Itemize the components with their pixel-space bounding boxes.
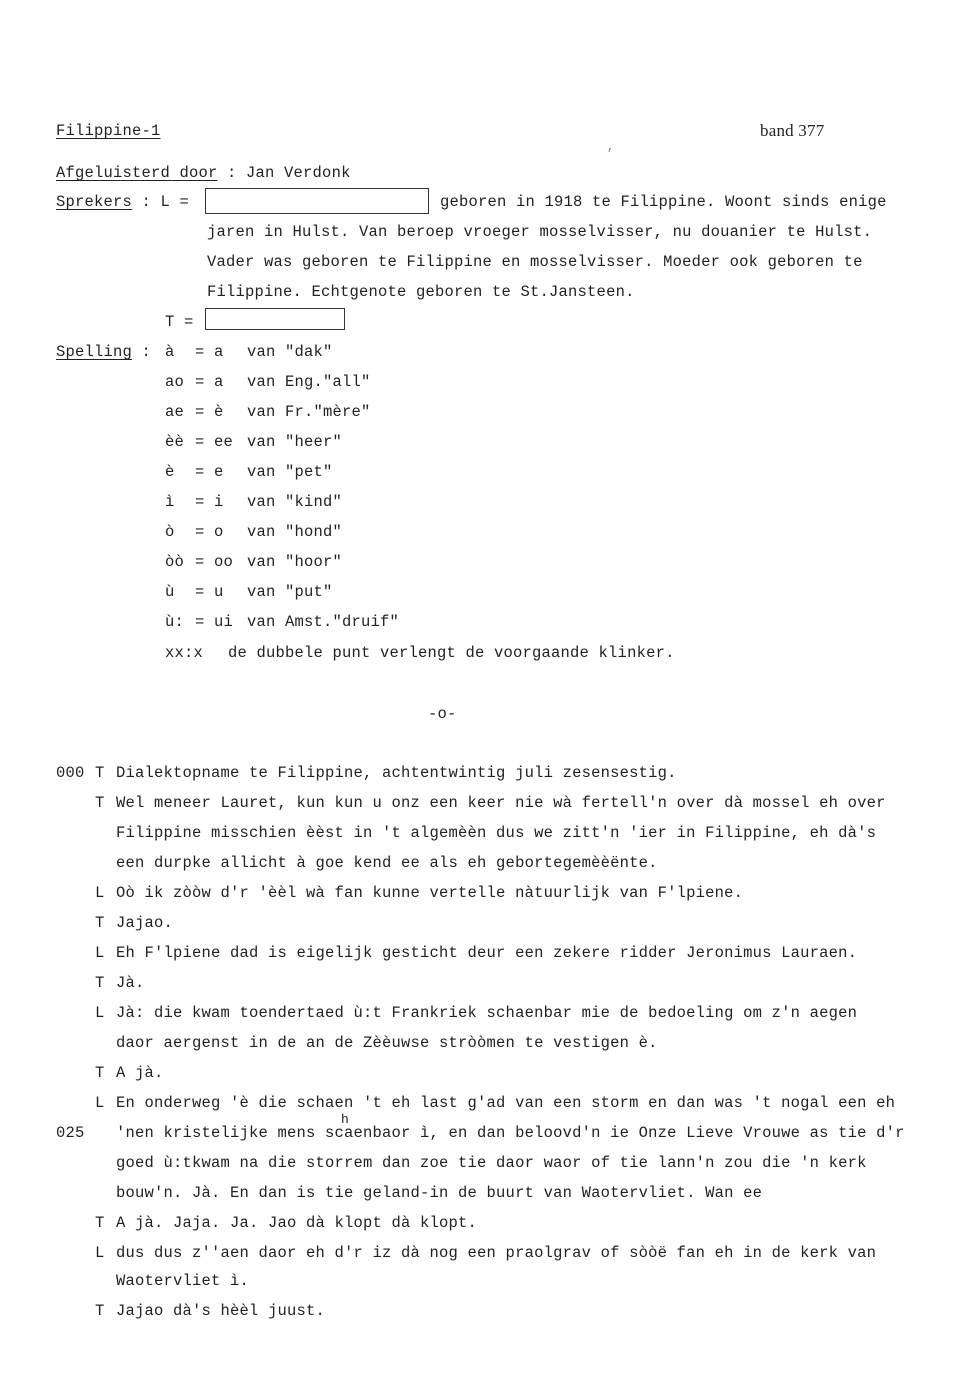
utterance-text: dus dus z''aen daor eh d'r iz dà nog een praolgrav of sòòë fan eh in de kerk van bbox=[116, 1244, 877, 1262]
utterance-text: Jà: die kwam toendertaed ù:t Frankriek schaenbar mie de bedoeling om z'n aegen bbox=[116, 1004, 858, 1022]
speaker-l-line: jaren in Hulst. Van beroep vroeger mosselvisser, nu douanier te Hulst. bbox=[207, 223, 873, 241]
speaker-code: L bbox=[95, 1004, 105, 1022]
utterance-text: A jà. Jaja. Ja. Jao dà klopt dà klopt. bbox=[116, 1214, 478, 1232]
speaker-code: T bbox=[95, 794, 105, 812]
spelling-equivalent: = oo bbox=[195, 553, 234, 571]
spelling-symbol: òò bbox=[165, 553, 185, 571]
speaker-code: T bbox=[95, 1302, 105, 1320]
spelling-example: van "pet" bbox=[247, 463, 333, 481]
tape-counter-000: 000 bbox=[56, 764, 85, 782]
scan-speck: , bbox=[607, 140, 615, 154]
speaker-code: L bbox=[95, 944, 105, 962]
spelling-equivalent: = o bbox=[195, 523, 224, 541]
utterance-text: een durpke allicht à goe kend ee als eh gebortegemèèënte. bbox=[116, 854, 658, 872]
utterance-text: daor aergenst in de an de Zèèuwse stròòmen te vestigen è. bbox=[116, 1034, 658, 1052]
utterance-text: A jà. bbox=[116, 1064, 164, 1082]
spelling-symbol: à bbox=[165, 343, 175, 361]
speaker-code: T bbox=[95, 764, 105, 782]
utterance-text: Jajao dà's hèèl juust. bbox=[116, 1302, 326, 1320]
utterance-text: Oò ik zòòw d'r 'èèl wà fan kunne vertelle nàtuurlijk van F'lpiene. bbox=[116, 884, 744, 902]
handwritten-insert: h bbox=[341, 1112, 350, 1127]
speaker-l-line-1: geboren in 1918 te Filippine. Woont sinds enige bbox=[440, 193, 887, 211]
document-title: Filippine-1 bbox=[56, 122, 161, 140]
spelling-equivalent: = ui bbox=[195, 613, 234, 631]
utterance-text: Filippine misschien èèst in 't algemèèn dus we zitt'n 'ier in Filippine, eh dà's bbox=[116, 824, 877, 842]
utterance-text: Jajao. bbox=[116, 914, 174, 932]
speaker-l-line: Vader was geboren te Filippine en mosselvisser. Moeder ook geboren te bbox=[207, 253, 863, 271]
spelling-equivalent: = a bbox=[195, 373, 224, 391]
speaker-l-line: Filippine. Echtgenote geboren te St.Jansteen. bbox=[207, 283, 635, 301]
tape-counter-025: 025 bbox=[56, 1124, 85, 1142]
speaker-code: L bbox=[95, 1244, 105, 1262]
spelling-symbol: ù: bbox=[165, 613, 185, 631]
spelling-symbol: ae bbox=[165, 403, 185, 421]
speaker-code: L bbox=[95, 1094, 105, 1112]
utterance-text: Dialektopname te Filippine, achtentwintig juli zesensestig. bbox=[116, 764, 677, 782]
section-separator: -o- bbox=[428, 705, 457, 723]
spelling-example: van "hoor" bbox=[247, 553, 343, 571]
spelling-symbol: è bbox=[165, 463, 175, 481]
speakers-row bbox=[56, 192, 189, 212]
spelling-label-row bbox=[56, 342, 151, 362]
utterance-text: Jà. bbox=[116, 974, 145, 992]
utterance-text: Eh F'lpiene dad is eigelijk gesticht deur een zekere ridder Jeronimus Lauraen. bbox=[116, 944, 858, 962]
redacted-name-box-t bbox=[205, 308, 345, 330]
speakers-label: Sprekers bbox=[56, 193, 133, 211]
spelling-equivalent: = a bbox=[195, 343, 224, 361]
spelling-example: van "hond" bbox=[247, 523, 343, 541]
spelling-example: van "heer" bbox=[247, 433, 343, 451]
speaker-t-prefix: T = bbox=[165, 313, 194, 331]
speaker-code: T bbox=[95, 1214, 105, 1232]
spelling-equivalent: = ee bbox=[195, 433, 234, 451]
spelling-note-text: de dubbele punt verlengt de voorgaande klinker. bbox=[228, 644, 675, 662]
utterance-text: goed ù:tkwam na die storrem dan zoe tie daor waor of tie lann'n zou die 'n kerk bbox=[116, 1154, 867, 1172]
spelling-example: van "put" bbox=[247, 583, 333, 601]
spelling-symbol: ò bbox=[165, 523, 175, 541]
spelling-label: Spelling bbox=[56, 343, 133, 361]
speaker-l-prefix: : L = bbox=[141, 193, 190, 211]
listened-label: Afgeluisterd door bbox=[56, 164, 218, 182]
spelling-symbol: ù bbox=[165, 583, 175, 601]
spelling-symbol: ao bbox=[165, 373, 185, 391]
utterance-text: En onderweg 'è die schaen 't eh last g'ad van een storm en dan was 't nogal een eh bbox=[116, 1094, 896, 1112]
spelling-example: van Fr."mère" bbox=[247, 403, 371, 421]
speaker-code: T bbox=[95, 974, 105, 992]
spelling-colon: : bbox=[141, 343, 152, 361]
listened-by-row bbox=[56, 163, 351, 183]
spelling-example: van Amst."druif" bbox=[247, 613, 400, 631]
band-number: band 377 bbox=[760, 121, 825, 140]
utterance-text: Waotervliet ì. bbox=[116, 1272, 250, 1290]
spelling-symbol: ì bbox=[165, 493, 175, 511]
utterance-text: Wel meneer Lauret, kun kun u onz een keer nie wà fertell'n over dà mossel eh over bbox=[116, 794, 886, 812]
speaker-code: T bbox=[95, 914, 105, 932]
utterance-text: bouw'n. Jà. En dan is tie geland-in de buurt van Waotervliet. Wan ee bbox=[116, 1184, 763, 1202]
spelling-equivalent: = i bbox=[195, 493, 224, 511]
utterance-text: 'nen kristelijke mens scaenbaor ì, en dan beloovd'n ie Onze Lieve Vrouwe as tie d'r bbox=[116, 1124, 905, 1142]
speaker-code: L bbox=[95, 884, 105, 902]
speaker-code: T bbox=[95, 1064, 105, 1082]
spelling-equivalent: = e bbox=[195, 463, 224, 481]
spelling-note-symbol: xx:x bbox=[165, 644, 204, 662]
spelling-equivalent: = u bbox=[195, 583, 224, 601]
spelling-symbol: èè bbox=[165, 433, 185, 451]
spelling-example: van Eng."all" bbox=[247, 373, 371, 391]
spelling-example: van "kind" bbox=[247, 493, 343, 511]
spelling-example: van "dak" bbox=[247, 343, 333, 361]
listened-value: : Jan Verdonk bbox=[227, 164, 351, 182]
spelling-equivalent: = è bbox=[195, 403, 224, 421]
redacted-name-box-l bbox=[205, 188, 429, 214]
